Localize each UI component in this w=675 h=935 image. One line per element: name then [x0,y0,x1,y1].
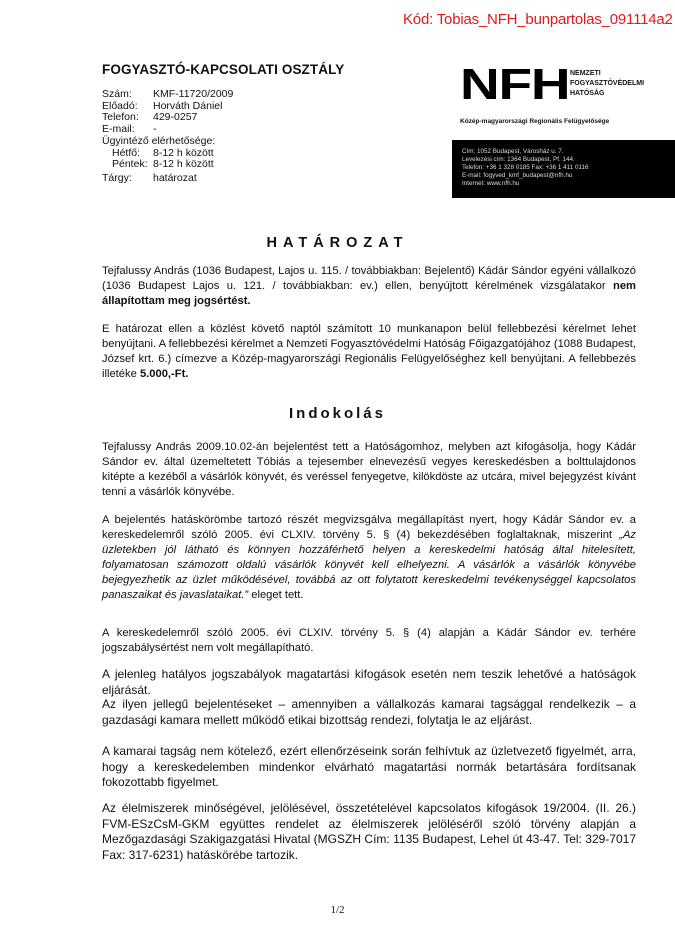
document-code: Kód: Tobias_NFH_bunpartolas_091114a2 [403,11,673,28]
logo-subtitle: Közép-magyarországi Regionális Felügyelősége [460,118,610,125]
meta-key: Szám: [102,88,132,100]
decision-paragraph [102,264,636,309]
meta-value: határozat [153,171,197,184]
meta-label: Ügyintéző elérhetősége: [102,134,216,147]
meta-key: Előadó: [102,99,138,112]
paragraph-bold: nem állapítottam meg jogsértést. [102,279,636,307]
paragraph-6: A jelenleg hatályos jogszabályok magatartási kifogások esetén nem teszik lehetővé a hatóságok eljárását. [102,667,636,697]
meta-key: Hétfő: [112,146,141,159]
logo-mark: NFH [460,60,570,109]
logo-line: FOGYASZTÓVÉDELMI [570,80,645,87]
logo-line: HATÓSÁG [570,90,605,97]
paragraph-8: A kamarai tagság nem kötelező, ezért ellenőrzéseink során felhívtuk az üzletvezető figyelmét, arra, hogy a kereskedelemben mindenkor elvárható magatartási normák betartására fordítsanak fokozottabb figyelmet. [102,744,636,789]
meta-value: - [153,123,157,136]
contact-line: E-mail: fogyved_kmf_budapest@nfh.hu [462,171,573,179]
finding-paragraph [102,513,636,604]
contact-line: Telefon: +36 1 328 0185 Fax: +36 1 411 0116 [462,163,589,171]
meta-value: 8-12 h között [153,146,214,159]
paragraph-9: Az élelmiszerek minőségével, jelölésével, összetételével kapcsolatos kifogások 19/2004. (II. 26.) FVM-ESzCsM-GKM együttes rendelet az élelmiszerek jelöléséről szóló törvény alapján a Mezőgazdasági Szakigazgatási Hivatal (MGSZH Cím: 1135 Budapest, Lehel út 43-47. Tel: 329-7017 Fax: 317-6231) hatáskörébe tartozik. [102,801,636,862]
paragraph-7: Az ilyen jellegű bejelentéseket – amennyiben a vállalkozás kamarai tagsággal rendelkezik – a gazdasági kamara mellett működő etikai bizottság rendezi, folytatja le az eljárást. [102,697,636,727]
meta-value: Horváth Dániel [153,99,223,112]
page-number: 1/2 [330,904,345,916]
logo-line: NEMZETI [570,70,601,77]
paragraph-bold: 5.000,-Ft. [139,367,189,380]
reason-paragraph: Tejfalussy András 2009.10.02-án bejelentést tett a Hatóságomhoz, melyben azt kifogásolja, hogy Kádár Sándor ev. által üzemeltetett Tóbiás a tejesember elnevezésű vegyes kereskedésben a bolttulajdonos kitépte a kezéből a vásárlók könyvét, és veréssel fenyegetve, kilökdöste az utcára, mivel bejegyzést kívánt tenni a vásárlók könyvébe. [102,441,636,498]
meta-key: Péntek: [112,158,148,171]
meta-value: 429-0257 [153,111,198,124]
nfh-logo [460,60,675,133]
meta-key: Tárgy: [102,171,132,184]
contact-box [452,140,675,198]
section-title: Indokolás [288,405,386,422]
document-title: HATÁROZAT [266,235,409,251]
meta-value: KMF-11720/2009 [153,88,234,100]
contact-line: Internet: www.nfh.hu [462,179,520,187]
meta-key: Telefon: [102,111,139,124]
paragraph-text: Tejfalussy András (1036 Budapest, Lajos u. 115. / továbbiakban: Bejelentő) Kádár Sándor egyéni vállalkozó (1036 Budapest Lajos u. 121. / továbbiakban: ev.) ellen, benyújtott kérelmének vizsgálatakor [102,265,636,292]
paragraph-text: eleget tett. [248,589,304,602]
contact-line: Cím: 1052 Budapest, Városház u. 7. [462,148,564,155]
appeal-paragraph [102,322,636,382]
header-meta [102,89,233,185]
meta-key: E-mail: [102,123,135,136]
meta-value: 8-12 h között [153,158,214,171]
department-title: FOGYASZTÓ-KAPCSOLATI OSZTÁLY [102,62,345,77]
conclusion-paragraph: A kereskedelemről szóló 2005. évi CLXIV. törvény 5. § (4) alapján a Kádár Sándor ev. terhére jogszabálysértést nem volt megállapítható. [102,627,636,654]
paragraph-quote: „Az üzletekben jól látható és könnyen hozzáférhető helyen a kereskedelmi hatóság által hitelesített, folyamatosan számozott oldalú vásárlók könyvét kell elhelyezni. A vásárlók a vásárlók könyvébe bejegyezhetik az üzlet működésével, továbbá az ott folytatott kereskedelmi tevékenységgel kapcsolatos panaszaikat és javaslataikat.” [102,529,636,602]
contact-line: Levelezési cím: 1364 Budapest, Pf. 144. [462,155,575,163]
paragraph-text: A bejelentés hatáskörömbe tartozó részét megvizsgálva megállapítást nyert, hogy Kádár Sándor ev. a kereskedelemről szóló 2005. évi CLXIV. törvény 5. § (4) bekezdésében foglaltaknak, miszerint [102,514,636,542]
paragraph-text: E határozat ellen a közlést követő naptól számított 10 munkanapon belül fellebbezési kérelmet lehet benyújtani. A fellebbezési kérelmet a Nemzeti Fogyasztóvédelmi Hatóság Főigazgatójához (1088 Budapest, József krt. 6.) címezve a Közép-magyarországi Regionális Felügyelőséghez kell benyújtani. A fellebbezés illetéke [102,323,636,380]
logo-text [570,69,644,99]
